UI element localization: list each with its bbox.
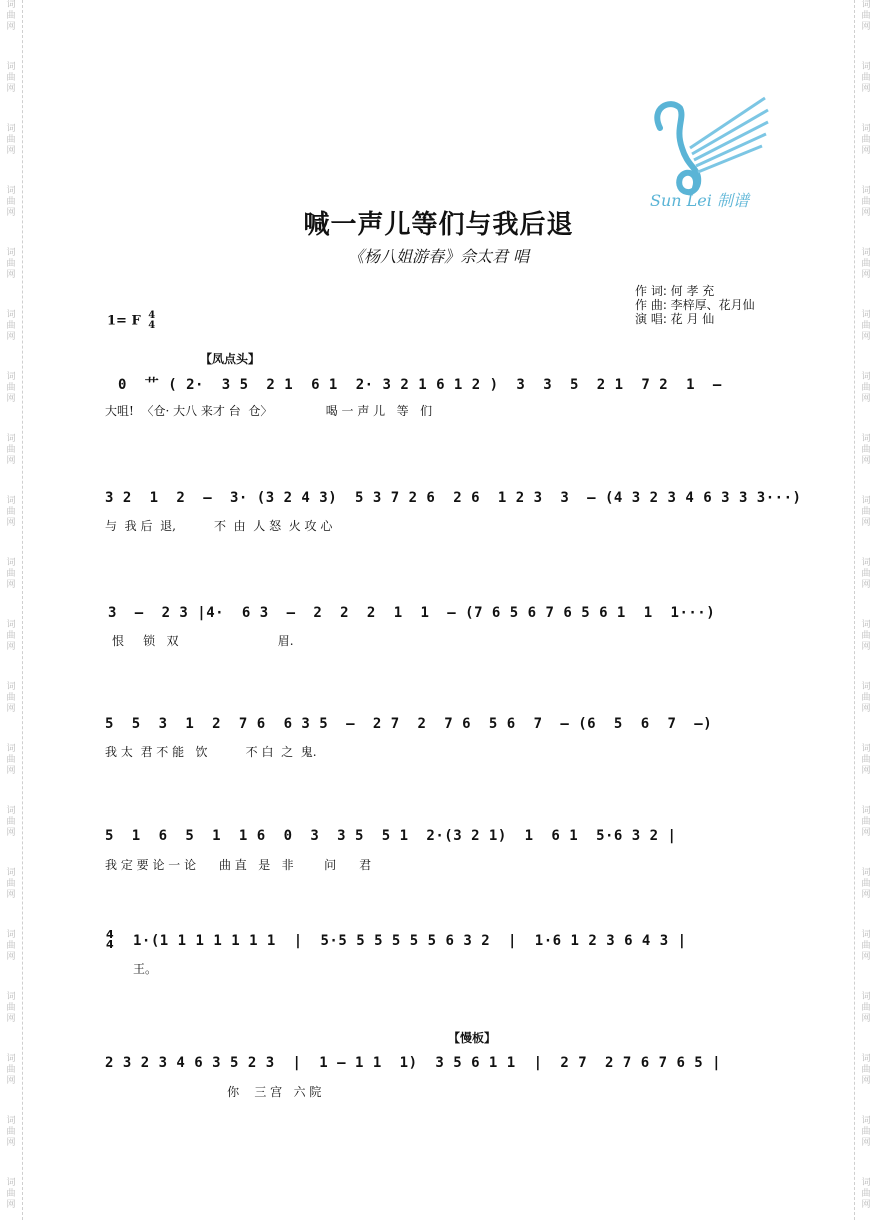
watermark-glyph-group xyxy=(855,930,877,963)
watermark-glyph-group xyxy=(0,0,22,33)
watermark-char: 网 xyxy=(861,1200,871,1210)
watermark-char: 网 xyxy=(6,828,16,838)
watermark-char: 曲 xyxy=(861,507,871,517)
notation-line-4: 5 5 3 1 2 7 6 6 3 5 — 2 7 2 7 6 5 6 7 — (6 5 6 7 —) xyxy=(105,716,713,732)
watermark-char: 网 xyxy=(6,208,16,218)
credit-lyricist: 作 词: 何 孝 充 xyxy=(635,284,715,298)
sunlei-logo xyxy=(640,88,780,218)
watermark-char: 网 xyxy=(861,766,871,776)
watermark-char: 词 xyxy=(861,372,871,382)
watermark-char: 网 xyxy=(861,270,871,280)
credit-singer: 演 唱: 花 月 仙 xyxy=(635,312,715,326)
watermark-glyph-group xyxy=(0,1116,22,1149)
watermark-glyph-group xyxy=(855,682,877,715)
watermark-glyph-group xyxy=(0,310,22,343)
watermark-glyph-group xyxy=(0,558,22,591)
lyrics-line-3: 恨 锁 双 眉. xyxy=(112,634,294,648)
watermark-char: 词 xyxy=(861,248,871,258)
lyrics-line-2: 与 我 后 退, 不 由 人 怒 火 攻 心 xyxy=(105,519,333,533)
watermark-glyph-group xyxy=(855,0,877,33)
watermark-char: 网 xyxy=(6,456,16,466)
watermark-char: 网 xyxy=(6,394,16,404)
watermark-char: 曲 xyxy=(6,73,16,83)
watermark-char: 曲 xyxy=(6,383,16,393)
watermark-char: 网 xyxy=(861,22,871,32)
watermark-char: 曲 xyxy=(861,693,871,703)
watermark-glyph-group xyxy=(855,1054,877,1087)
watermark-glyph-group xyxy=(0,1054,22,1087)
watermark-glyph-group xyxy=(855,310,877,343)
watermark-char: 曲 xyxy=(6,755,16,765)
watermark-char: 词 xyxy=(6,744,16,754)
watermark-char: 词 xyxy=(6,186,16,196)
watermark-char: 词 xyxy=(6,930,16,940)
watermark-char: 词 xyxy=(6,868,16,878)
watermark-char: 网 xyxy=(6,1138,16,1148)
watermark-char: 词 xyxy=(861,558,871,568)
lyrics-line-7: 你 三 宫 六 院 xyxy=(105,1085,322,1099)
time-change-num: 4 xyxy=(106,928,114,941)
watermark-glyph-group xyxy=(855,496,877,529)
notation-line-3: 3 — 2 3 |4· 6 3 — 2 2 2 1 1 — (7 6 5 6 7 6 5 6 1 1 1···) xyxy=(108,605,716,621)
watermark-char: 曲 xyxy=(861,569,871,579)
watermark-glyph-group xyxy=(855,806,877,839)
time-num: 4 xyxy=(148,310,156,321)
watermark-char: 曲 xyxy=(861,11,871,21)
watermark-char: 词 xyxy=(861,62,871,72)
right-watermark-strip xyxy=(854,0,877,1220)
song-subtitle: 《杨八姐游春》佘太君 唱 xyxy=(347,247,530,266)
watermark-char: 词 xyxy=(6,124,16,134)
watermark-char: 曲 xyxy=(6,197,16,207)
watermark-char: 曲 xyxy=(861,817,871,827)
watermark-char: 词 xyxy=(6,1178,16,1188)
watermark-char: 曲 xyxy=(861,631,871,641)
watermark-char: 词 xyxy=(6,682,16,692)
watermark-char: 网 xyxy=(6,22,16,32)
watermark-char: 词 xyxy=(6,434,16,444)
watermark-char: 曲 xyxy=(6,1003,16,1013)
notation-line-7: 2 3 2 3 4 6 3 5 2 3 | 1 — 1 1 1) 3 5 6 1 1 | 2 7 2 7 6 7 6 5 | xyxy=(105,1055,722,1071)
watermark-char: 曲 xyxy=(6,817,16,827)
watermark-char: 曲 xyxy=(6,507,16,517)
watermark-char: 网 xyxy=(861,580,871,590)
watermark-char: 曲 xyxy=(861,135,871,145)
watermark-char: 词 xyxy=(6,1116,16,1126)
watermark-glyph-group xyxy=(0,124,22,157)
tempo-marking-1: 【凤点头】 xyxy=(200,352,261,366)
watermark-char: 网 xyxy=(861,1014,871,1024)
watermark-char: 词 xyxy=(861,186,871,196)
watermark-glyph-group xyxy=(855,868,877,901)
watermark-char: 词 xyxy=(6,620,16,630)
watermark-glyph-group xyxy=(0,930,22,963)
watermark-char: 曲 xyxy=(6,879,16,889)
watermark-glyph-group xyxy=(855,1116,877,1149)
watermark-char: 网 xyxy=(6,580,16,590)
watermark-glyph-group xyxy=(855,620,877,653)
watermark-char: 网 xyxy=(6,518,16,528)
watermark-char: 网 xyxy=(6,890,16,900)
watermark-char: 词 xyxy=(6,62,16,72)
watermark-char: 曲 xyxy=(861,321,871,331)
watermark-char: 网 xyxy=(6,1014,16,1024)
notation-line-5: 5 1 6 5 1 1 6 0 3 3 5 5 1 2·(3 2 1) 1 6 1 5·6 3 2 | xyxy=(105,828,677,844)
watermark-char: 网 xyxy=(6,1200,16,1210)
watermark-char: 网 xyxy=(6,270,16,280)
watermark-char: 词 xyxy=(861,0,871,10)
watermark-glyph-group xyxy=(855,744,877,777)
watermark-char: 曲 xyxy=(861,73,871,83)
watermark-char: 词 xyxy=(861,1178,871,1188)
lyrics-line-1: 大咀! 〈仓· 大八 来才 台 仓〉 喝 一 声 儿 等 们 xyxy=(105,404,433,418)
credit-composer: 作 曲: 李梓厚、花月仙 xyxy=(635,298,755,312)
watermark-char: 曲 xyxy=(861,755,871,765)
watermark-char: 曲 xyxy=(861,1065,871,1075)
watermark-char: 曲 xyxy=(861,445,871,455)
tempo-marking-2: 【慢板】 xyxy=(448,1031,497,1045)
watermark-glyph-group xyxy=(855,124,877,157)
watermark-char: 词 xyxy=(861,868,871,878)
watermark-char: 词 xyxy=(861,620,871,630)
logo-text: Sun Lei 制谱 xyxy=(650,191,749,210)
left-watermark-strip xyxy=(0,0,23,1220)
notation-line-1: 0 艹 ( 2· 3 5 2 1 6 1 2· 3 2 1 6 1 2 ) 3 3 5 2 1 7 2 1 — xyxy=(118,377,722,393)
watermark-glyph-group xyxy=(0,620,22,653)
watermark-char: 网 xyxy=(861,146,871,156)
watermark-char: 网 xyxy=(861,332,871,342)
watermark-glyph-group xyxy=(0,62,22,95)
watermark-char: 词 xyxy=(861,1116,871,1126)
notation-line-6: 1·(1 1 1 1 1 1 1 | 5·5 5 5 5 5 5 6 3 2 | 1·6 1 2 3 6 4 3 | xyxy=(133,933,687,949)
watermark-char: 网 xyxy=(6,146,16,156)
key-label: 1= F xyxy=(107,313,141,329)
watermark-glyph-group xyxy=(0,806,22,839)
watermark-glyph-group xyxy=(0,1178,22,1211)
watermark-glyph-group xyxy=(855,434,877,467)
time-change-den: 4 xyxy=(106,938,114,951)
watermark-char: 曲 xyxy=(6,1127,16,1137)
watermark-char: 词 xyxy=(861,682,871,692)
watermark-char: 曲 xyxy=(861,383,871,393)
watermark-glyph-group xyxy=(855,372,877,405)
watermark-char: 网 xyxy=(861,952,871,962)
watermark-char: 曲 xyxy=(6,693,16,703)
watermark-glyph-group xyxy=(0,434,22,467)
watermark-char: 词 xyxy=(6,992,16,1002)
watermark-char: 词 xyxy=(861,992,871,1002)
watermark-char: 词 xyxy=(6,806,16,816)
credits-block xyxy=(635,284,755,326)
watermark-char: 曲 xyxy=(6,1065,16,1075)
watermark-char: 词 xyxy=(6,372,16,382)
watermark-char: 网 xyxy=(861,1076,871,1086)
lyrics-line-6: 王。 xyxy=(133,962,158,976)
watermark-char: 网 xyxy=(861,456,871,466)
watermark-char: 网 xyxy=(6,84,16,94)
watermark-char: 词 xyxy=(6,310,16,320)
treble-clef-swan-icon xyxy=(640,88,780,218)
song-title: 喊一声儿等们与我后退 xyxy=(303,210,574,240)
watermark-char: 网 xyxy=(6,704,16,714)
watermark-char: 词 xyxy=(861,124,871,134)
watermark-char: 网 xyxy=(861,828,871,838)
watermark-char: 曲 xyxy=(861,941,871,951)
watermark-char: 曲 xyxy=(861,879,871,889)
watermark-char: 网 xyxy=(861,642,871,652)
watermark-char: 网 xyxy=(6,766,16,776)
watermark-glyph-group xyxy=(0,372,22,405)
watermark-glyph-group xyxy=(855,1178,877,1211)
watermark-glyph-group xyxy=(0,992,22,1025)
watermark-glyph-group xyxy=(855,558,877,591)
watermark-char: 曲 xyxy=(6,445,16,455)
lyrics-line-4: 我 太 君 不 能 饮 不 白 之 鬼. xyxy=(105,745,317,759)
watermark-char: 曲 xyxy=(6,321,16,331)
watermark-char: 网 xyxy=(6,1076,16,1086)
watermark-char: 曲 xyxy=(6,1189,16,1199)
watermark-char: 词 xyxy=(6,248,16,258)
watermark-char: 曲 xyxy=(6,569,16,579)
watermark-char: 网 xyxy=(6,642,16,652)
watermark-char: 曲 xyxy=(6,631,16,641)
watermark-glyph-group xyxy=(0,868,22,901)
time-change-4-4 xyxy=(106,930,114,950)
watermark-glyph-group xyxy=(0,496,22,529)
time-den: 4 xyxy=(148,320,156,331)
watermark-char: 网 xyxy=(861,394,871,404)
watermark-char: 词 xyxy=(861,806,871,816)
notation-line-2: 3 2 1 2 — 3· (3 2 4 3) 5 3 7 2 6 2 6 1 2 3 3 — (4 3 2 3 4 6 3 3 3···) xyxy=(105,490,802,506)
watermark-char: 网 xyxy=(6,952,16,962)
watermark-char: 曲 xyxy=(6,941,16,951)
watermark-char: 曲 xyxy=(861,1127,871,1137)
watermark-char: 词 xyxy=(6,1054,16,1064)
watermark-glyph-group xyxy=(855,992,877,1025)
watermark-char: 曲 xyxy=(6,259,16,269)
watermark-char: 词 xyxy=(861,310,871,320)
key-signature xyxy=(107,311,155,331)
watermark-char: 网 xyxy=(861,208,871,218)
time-signature xyxy=(148,311,155,331)
watermark-char: 曲 xyxy=(861,197,871,207)
watermark-char: 曲 xyxy=(6,11,16,21)
watermark-glyph-group xyxy=(0,682,22,715)
watermark-char: 网 xyxy=(861,518,871,528)
watermark-char: 曲 xyxy=(861,259,871,269)
watermark-char: 曲 xyxy=(861,1189,871,1199)
lyrics-line-5: 我 定 要 论 一 论 曲 直 是 非 问 君 xyxy=(105,858,372,872)
watermark-char: 网 xyxy=(861,84,871,94)
watermark-char: 词 xyxy=(861,744,871,754)
watermark-char: 网 xyxy=(6,332,16,342)
watermark-char: 网 xyxy=(861,890,871,900)
watermark-char: 词 xyxy=(861,930,871,940)
watermark-char: 词 xyxy=(861,1054,871,1064)
watermark-glyph-group xyxy=(855,62,877,95)
watermark-char: 曲 xyxy=(861,1003,871,1013)
watermark-char: 词 xyxy=(6,496,16,506)
watermark-char: 词 xyxy=(6,0,16,10)
watermark-char: 词 xyxy=(861,434,871,444)
watermark-char: 网 xyxy=(861,704,871,714)
watermark-char: 网 xyxy=(861,1138,871,1148)
watermark-char: 词 xyxy=(6,558,16,568)
watermark-char: 词 xyxy=(861,496,871,506)
watermark-char: 曲 xyxy=(6,135,16,145)
watermark-glyph-group xyxy=(0,744,22,777)
